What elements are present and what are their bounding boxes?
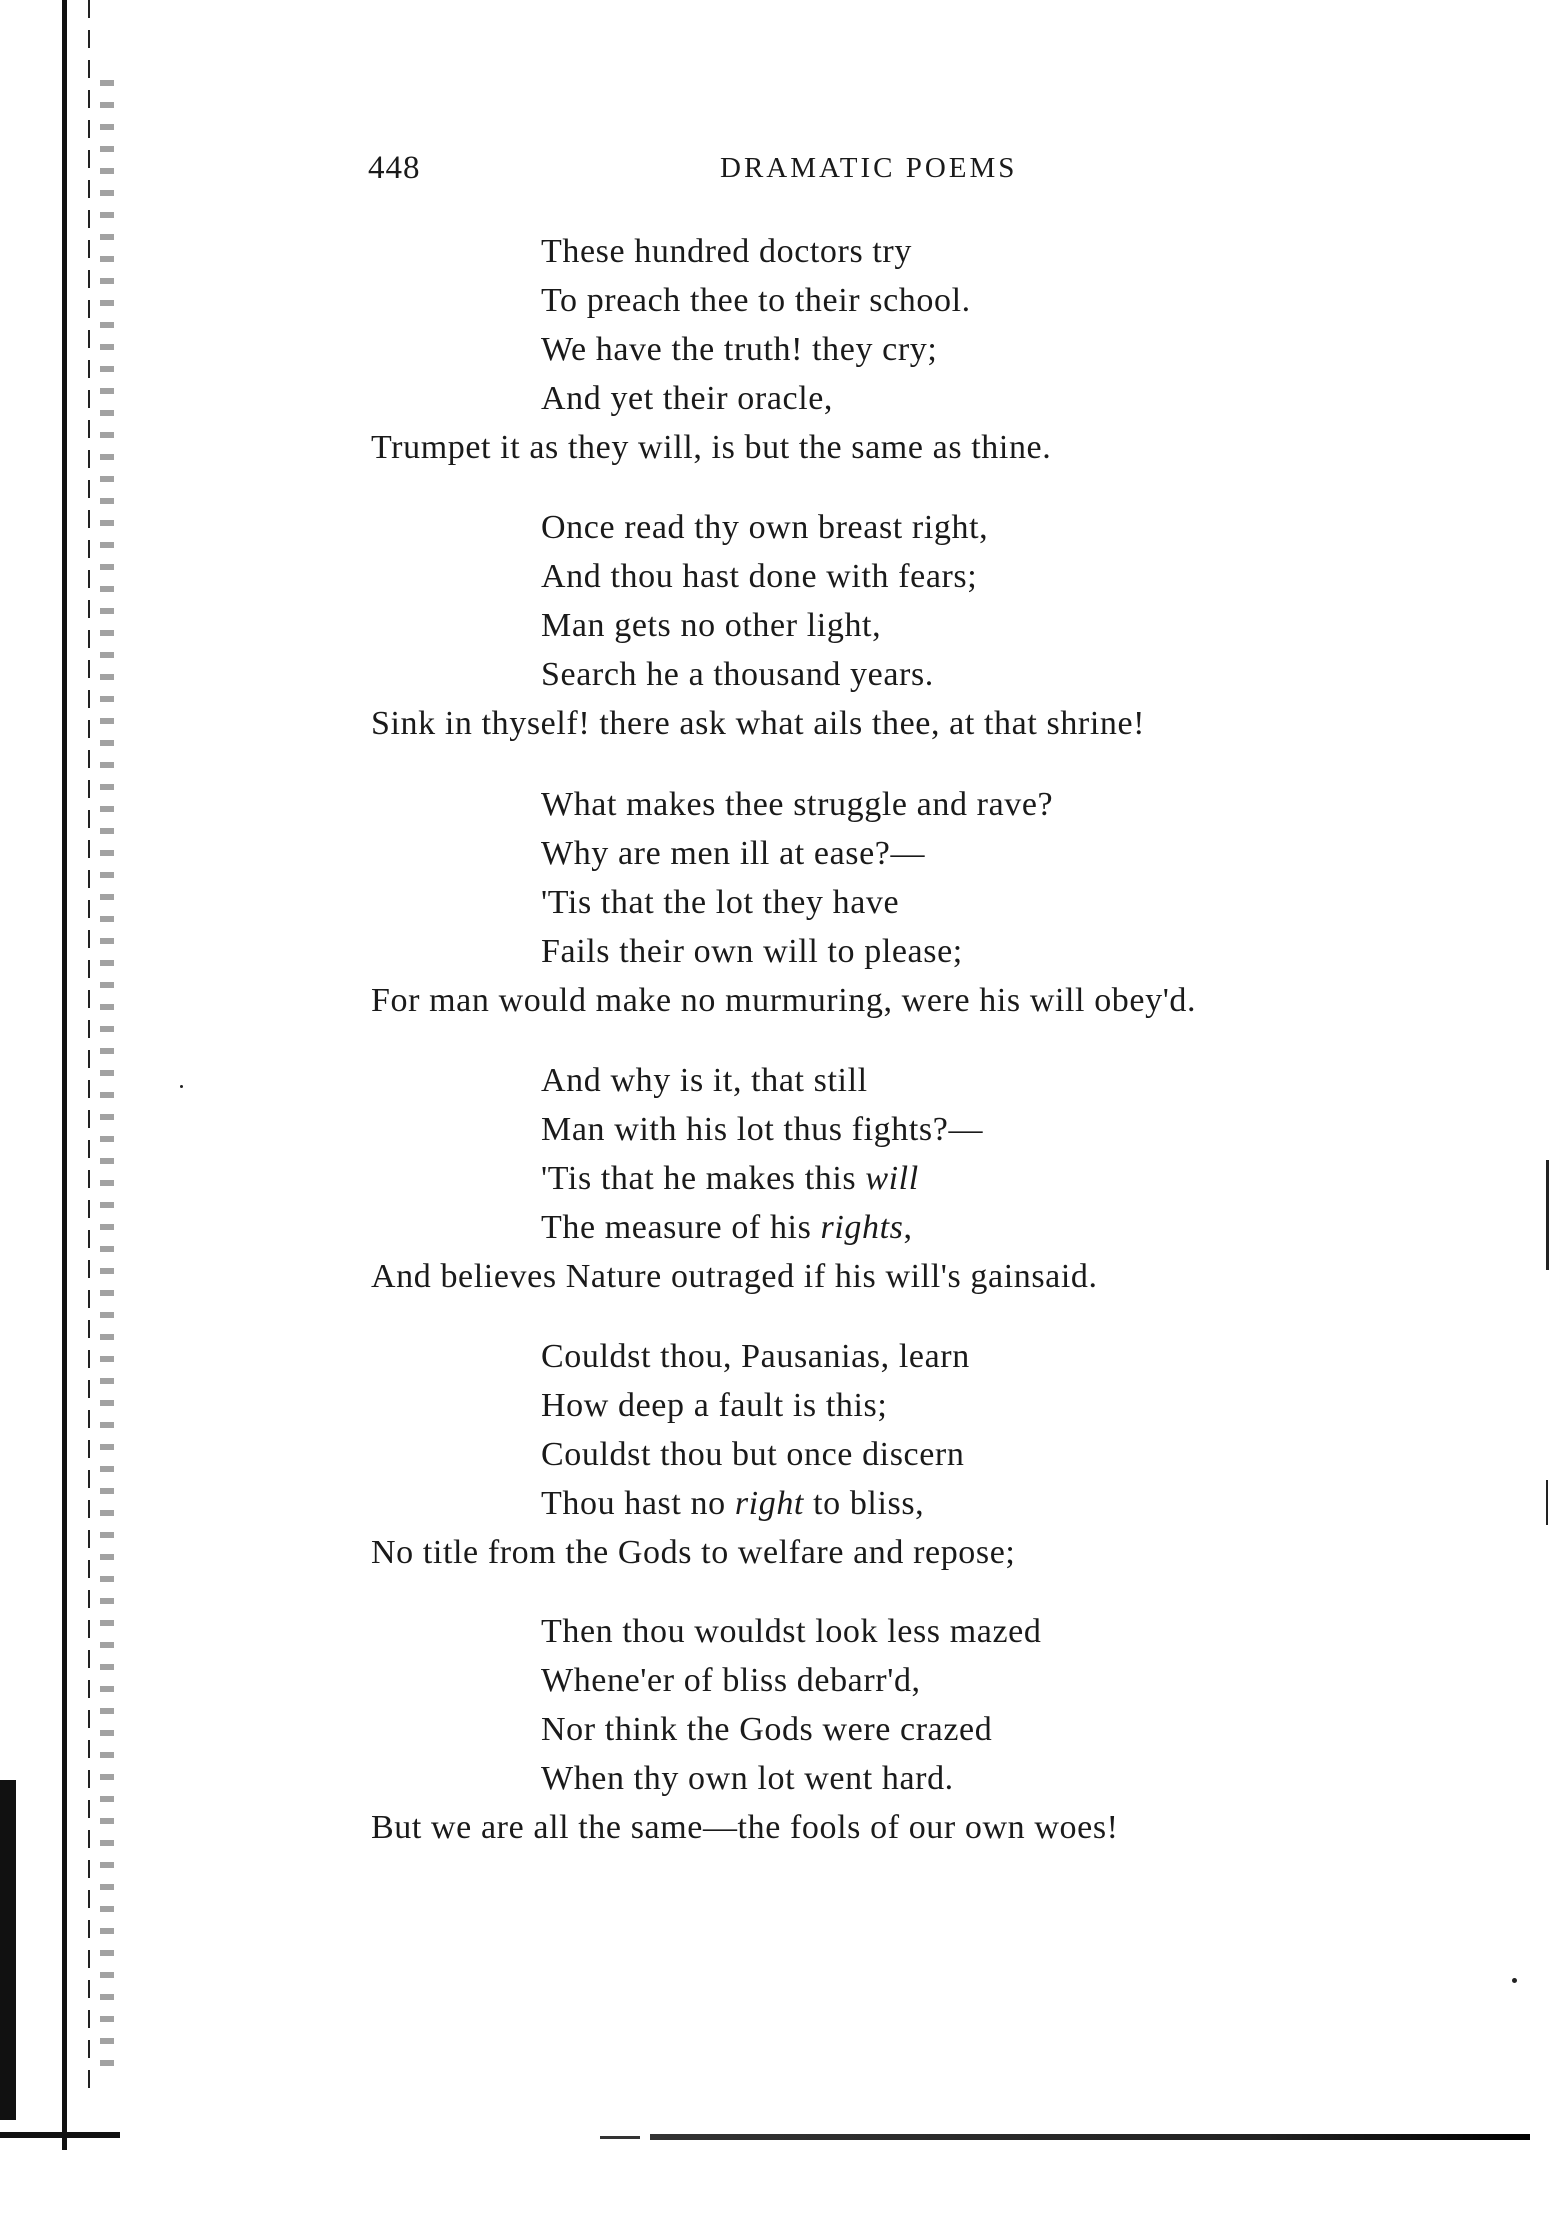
poem-line: These hundred doctors try (541, 233, 912, 270)
poem-line: And why is it, that still (541, 1062, 868, 1099)
page-header (0, 150, 1563, 190)
poem-line: When thy own lot went hard. (541, 1760, 954, 1797)
poem-line: We have the truth! they cry; (541, 331, 938, 368)
poem-line: How deep a fault is this; (541, 1387, 888, 1424)
poem-line: Once read thy own breast right, (541, 509, 989, 546)
line-text: to bliss, (803, 1485, 925, 1522)
poem-line: Whene'er of bliss debarr'd, (541, 1662, 921, 1699)
poem-line: Man gets no other light, (541, 607, 882, 644)
poem-line: Then thou wouldst look less mazed (541, 1613, 1042, 1650)
binding-shadow (0, 0, 120, 2150)
poem-line: Search he a thousand years. (541, 656, 934, 693)
italic-word: rights (820, 1209, 904, 1246)
poem-line (541, 1484, 924, 1524)
page-number: 448 (368, 150, 421, 186)
poem-line (541, 1208, 913, 1248)
right-margin-mark (1546, 1160, 1549, 1270)
poem-line: Nor think the Gods were crazed (541, 1711, 993, 1748)
poem-line-long: And believes Nature outraged if his will's gainsaid. (371, 1258, 1098, 1295)
binding-foot-line (0, 2132, 120, 2138)
poem-line: Fails their own will to please; (541, 933, 963, 970)
binding-edge-dark (0, 1780, 16, 2120)
bottom-edge-dash (600, 2136, 640, 2139)
running-title: DRAMATIC POEMS (720, 152, 1018, 184)
right-margin-mark (1546, 1480, 1548, 1525)
poem-line: Couldst thou but once discern (541, 1436, 965, 1473)
poem-line-long: No title from the Gods to welfare and repose; (371, 1534, 1016, 1571)
poem-line: And thou hast done with fears; (541, 558, 978, 595)
line-text: The measure of his (541, 1209, 821, 1246)
binding-edge-dashes (88, 0, 90, 2100)
line-text: , (903, 1209, 913, 1246)
poem-line-long: For man would make no murmuring, were his will obey'd. (371, 982, 1197, 1019)
poem-line: To preach thee to their school. (541, 282, 971, 319)
poem-line-long: But we are all the same—the fools of our own woes! (371, 1809, 1119, 1846)
poem-line: What makes thee struggle and rave? (541, 786, 1054, 823)
poem-line: 'Tis that the lot they have (541, 884, 900, 921)
poem-line: And yet their oracle, (541, 380, 834, 417)
poem-line: Couldst thou, Pausanias, learn (541, 1338, 970, 1375)
bottom-edge-line (650, 2134, 1530, 2140)
page-speck (1512, 1978, 1517, 1983)
binding-edge-line (62, 0, 67, 2150)
binding-edge-specks (100, 80, 114, 2080)
poem-line-long: Sink in thyself! there ask what ails thee, at that shrine! (371, 705, 1146, 742)
line-text: Thou hast no (541, 1485, 735, 1522)
italic-word: will (865, 1160, 919, 1197)
page-speck (180, 1085, 183, 1088)
poem-line (541, 1159, 919, 1199)
italic-word: right (734, 1485, 804, 1522)
poem-line-long: Trumpet it as they will, is but the same as thine. (371, 429, 1052, 466)
poem-line: Man with his lot thus fights?— (541, 1111, 984, 1148)
poem-line: Why are men ill at ease?— (541, 835, 926, 872)
line-text: 'Tis that he makes this (541, 1160, 866, 1197)
